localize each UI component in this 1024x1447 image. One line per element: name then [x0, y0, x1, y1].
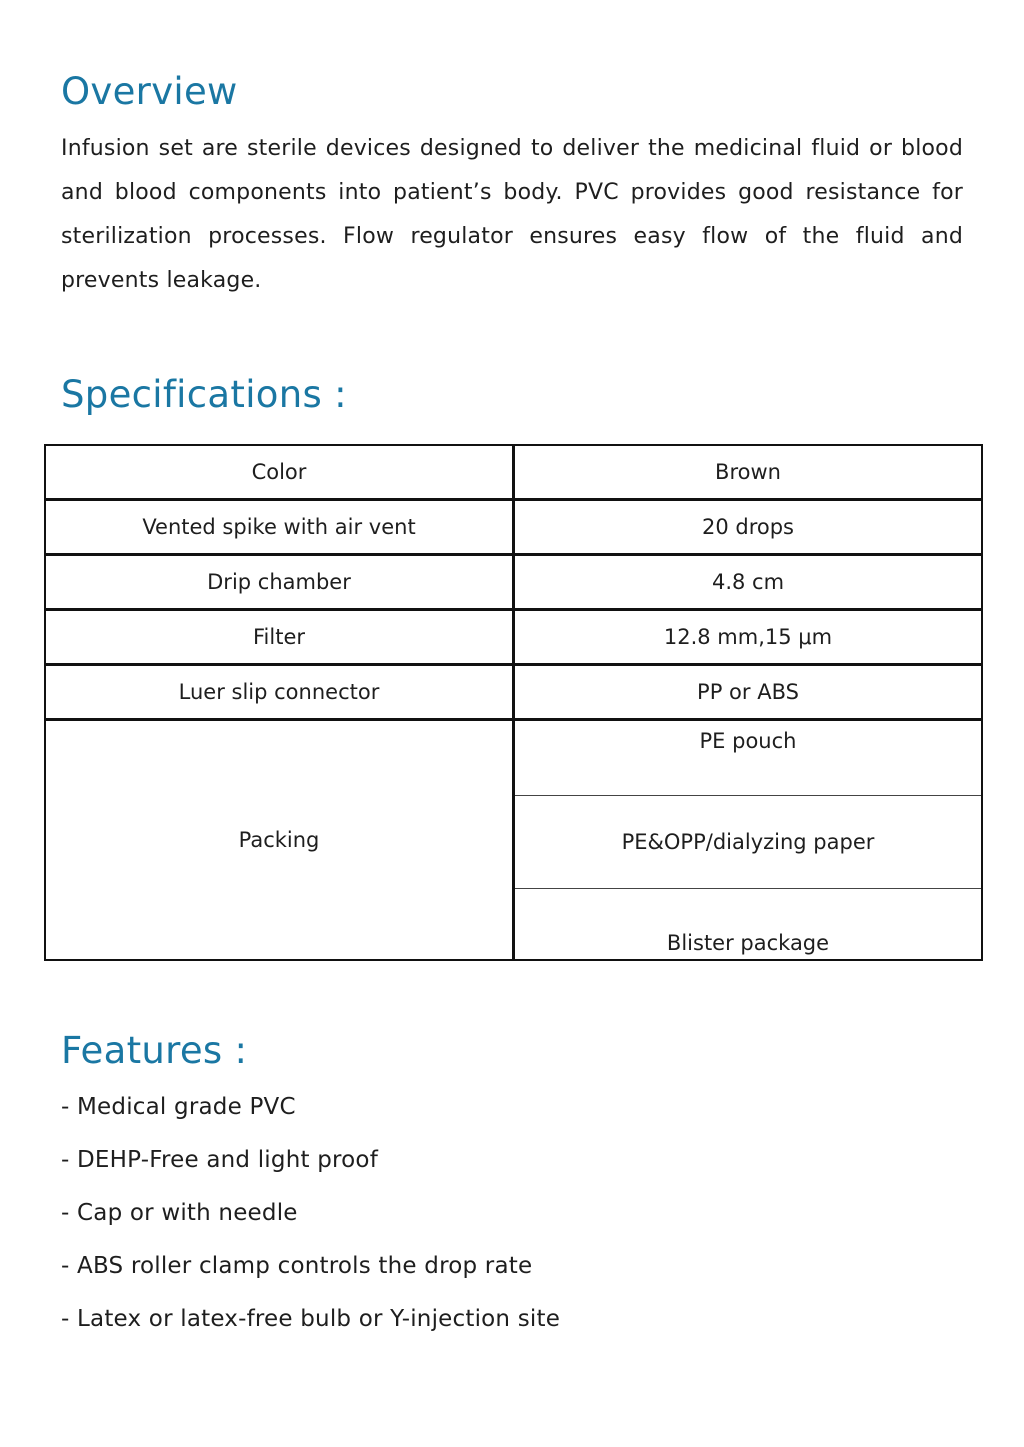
- specifications-table: [44, 444, 983, 961]
- specifications-heading: Specifications :: [61, 373, 347, 416]
- spec-label-filter: Filter: [45, 610, 514, 665]
- spec-label-vented-spike: Vented spike with air vent: [45, 500, 514, 555]
- spec-value-packing-option: Blister package: [514, 889, 983, 961]
- features-list: [61, 1087, 560, 1352]
- spec-label-packing: Packing: [45, 720, 514, 961]
- table-row: [45, 445, 982, 500]
- features-heading: Features :: [61, 1029, 248, 1072]
- spec-value-packing-option: PE pouch: [514, 720, 983, 796]
- spec-value-vented-spike: 20 drops: [514, 500, 983, 555]
- list-item: - Medical grade PVC: [61, 1094, 296, 1120]
- overview-paragraph: Infusion set are sterile devices designed to deliver the medicinal fluid or blood and blood components into patient’s body. PVC provides good resistance for sterilization processes. Flow regulator ensures easy flow of the fluid and prevents leakage.: [61, 136, 963, 293]
- overview-heading: Overview: [61, 70, 238, 113]
- list-item: - Latex or latex-free bulb or Y-injection site: [61, 1306, 561, 1332]
- list-item: - DEHP-Free and light proof: [61, 1147, 378, 1173]
- table-row: [45, 665, 982, 720]
- spec-value-color: Brown: [514, 445, 983, 500]
- spec-value-packing-option: PE&OPP/dialyzing paper: [514, 796, 983, 889]
- spec-value-drip-chamber: 4.8 cm: [514, 555, 983, 610]
- list-item: - ABS roller clamp controls the drop rate: [61, 1253, 533, 1279]
- spec-label-drip-chamber: Drip chamber: [45, 555, 514, 610]
- spec-value-luer-connector: PP or ABS: [514, 665, 983, 720]
- table-row: [45, 610, 982, 665]
- spec-label-luer-connector: Luer slip connector: [45, 665, 514, 720]
- table-row: [45, 500, 982, 555]
- list-item: - Cap or with needle: [61, 1200, 298, 1226]
- table-row: [45, 555, 982, 610]
- spec-label-color: Color: [45, 445, 514, 500]
- table-row: [45, 720, 982, 796]
- spec-value-filter: 12.8 mm,15 μm: [514, 610, 983, 665]
